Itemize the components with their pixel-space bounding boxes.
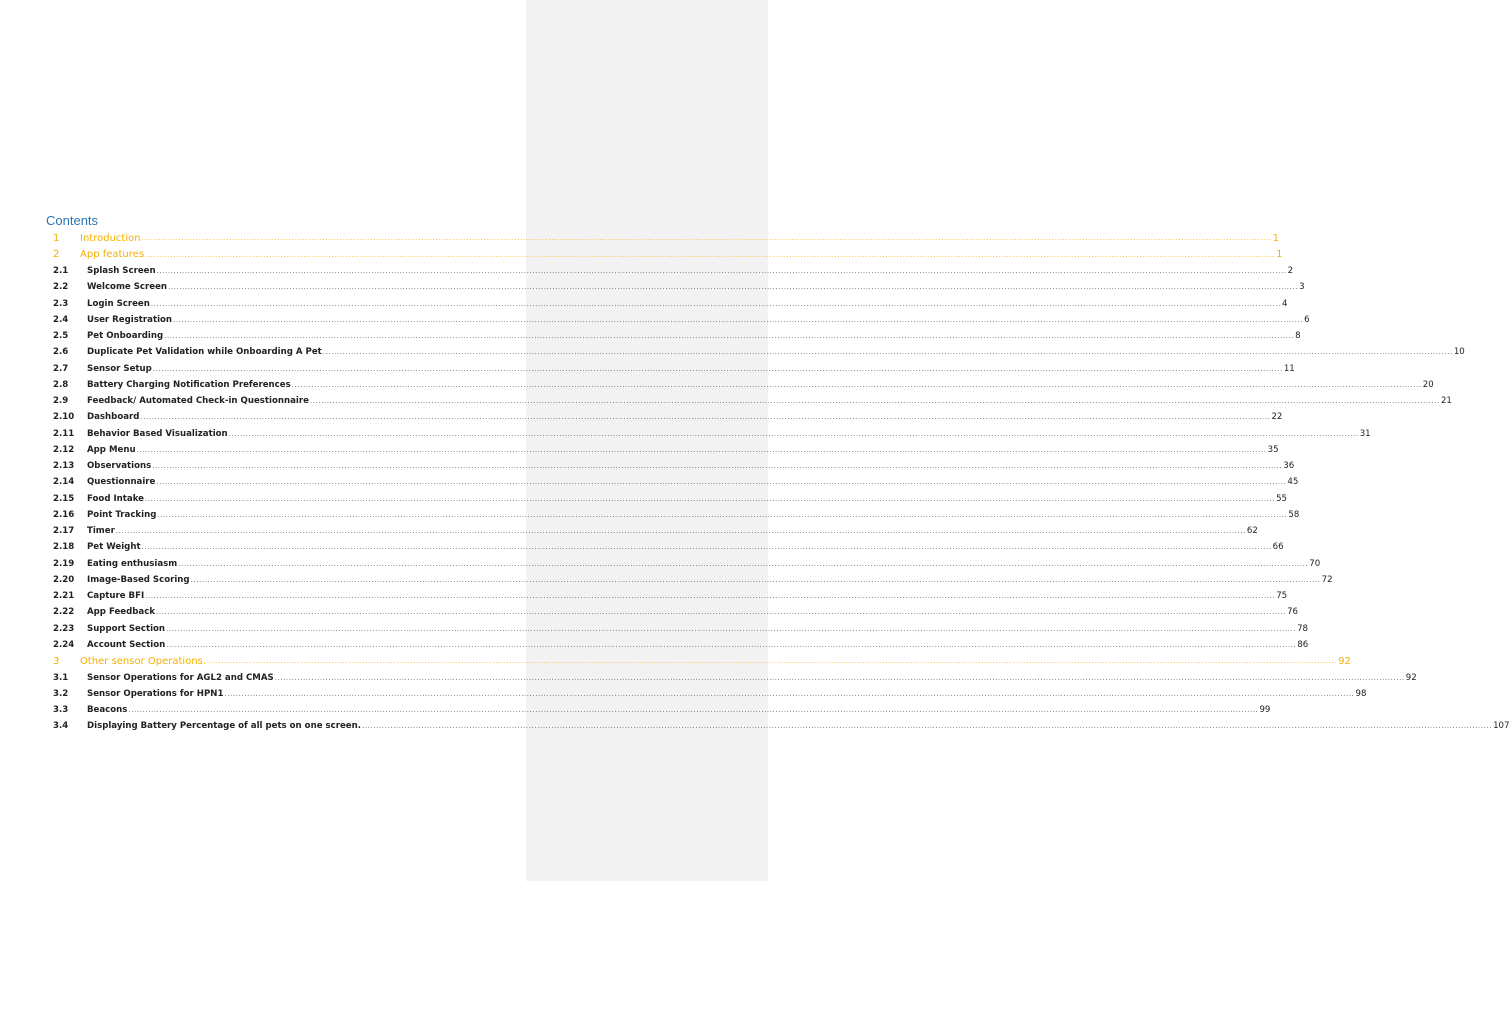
- toc-entry-title[interactable]: Image-Based Scoring: [87, 574, 190, 585]
- toc-entry-title[interactable]: Sensor Operations for AGL2 and CMAS: [87, 672, 274, 683]
- toc-entry-number: 2.1: [53, 266, 69, 277]
- toc-entry[interactable]: [53, 409, 1283, 425]
- toc-dot-leader: ................................................................................................................................................................................................................................................................................................................................................................................................................: [309, 397, 1440, 406]
- toc-entry-title[interactable]: Introduction: [80, 232, 141, 244]
- toc-entry-title[interactable]: User Registration: [87, 314, 173, 325]
- toc-entry-page-number: 72: [1321, 574, 1333, 585]
- toc-entry[interactable]: [53, 426, 1371, 442]
- toc-entry-number: 2.13: [53, 461, 75, 472]
- toc-entry-page-number: 4: [1281, 298, 1288, 309]
- toc-entry[interactable]: [53, 474, 1299, 490]
- toc-dot-leader: ................................................................................................................................................................................................................................................................................................................................................................................................................: [140, 413, 1271, 422]
- toc-dot-leader: ................................................................................................................................................................................................................................................................................................................................................................................................................: [207, 657, 1338, 666]
- toc-dot-leader: ................................................................................................................................................................................................................................................................................................................................................................................................................: [156, 478, 1287, 487]
- toc-dot-leader: ................................................................................................................................................................................................................................................................................................................................................................................................................: [164, 332, 1295, 341]
- toc-entry-title[interactable]: Behavior Based Visualization: [87, 428, 228, 439]
- toc-entry-page-number: 75: [1276, 591, 1288, 602]
- toc-entry-number: 2.10: [53, 412, 75, 423]
- toc-entry[interactable]: [53, 604, 1299, 620]
- toc-dot-leader: ................................................................................................................................................................................................................................................................................................................................................................................................................: [152, 462, 1283, 471]
- toc-entry-number: 3.2: [53, 688, 69, 699]
- toc-dot-leader: ................................................................................................................................................................................................................................................................................................................................................................................................................: [157, 510, 1288, 519]
- toc-entry-number: 2.21: [53, 591, 75, 602]
- toc-entry[interactable]: [53, 556, 1321, 572]
- toc-dot-leader: ................................................................................................................................................................................................................................................................................................................................................................................................................: [178, 559, 1309, 568]
- toc-dot-leader: ................................................................................................................................................................................................................................................................................................................................................................................................................: [224, 689, 1355, 698]
- toc-entry-number: 2.16: [53, 509, 75, 520]
- toc-entry-number: 2.22: [53, 607, 75, 618]
- toc-dot-leader: ................................................................................................................................................................................................................................................................................................................................................................................................................: [166, 640, 1297, 649]
- toc-dot-leader: ................................................................................................................................................................................................................................................................................................................................................................................................................: [150, 299, 1281, 308]
- toc-entry-title[interactable]: Welcome Screen: [87, 282, 168, 293]
- toc-dot-leader: ................................................................................................................................................................................................................................................................................................................................................................................................................: [228, 429, 1359, 438]
- toc-entry-page-number: 22: [1271, 412, 1283, 423]
- toc-entry-number: 2.24: [53, 639, 75, 650]
- toc-entry-number: 2.2: [53, 282, 69, 293]
- toc-entry-title[interactable]: Feedback/ Automated Check-in Questionnaire: [87, 396, 309, 407]
- toc-heading: Contents: [46, 213, 99, 228]
- toc-entry-page-number: 86: [1297, 639, 1309, 650]
- toc-entry-number: 3: [53, 655, 60, 667]
- toc-dot-leader: ................................................................................................................................................................................................................................................................................................................................................................................................................: [291, 380, 1422, 389]
- toc-entry-number: 1: [53, 232, 60, 244]
- toc-entry-page-number: 107: [1493, 721, 1509, 732]
- toc-dot-leader: ................................................................................................................................................................................................................................................................................................................................................................................................................: [145, 250, 1276, 259]
- toc-dot-leader: ................................................................................................................................................................................................................................................................................................................................................................................................................: [362, 722, 1493, 731]
- toc-dot-leader: ................................................................................................................................................................................................................................................................................................................................................................................................................: [166, 624, 1297, 633]
- toc-entry-page-number: 8: [1295, 331, 1301, 342]
- toc-entry[interactable]: [53, 491, 1287, 507]
- toc-entry[interactable]: [53, 458, 1295, 474]
- toc-entry-number: 2.17: [53, 526, 75, 537]
- toc-entry-number: 2.14: [53, 477, 75, 488]
- toc-entry[interactable]: [53, 572, 1333, 588]
- toc-entry-page-number: 55: [1276, 493, 1287, 504]
- toc-entry-title[interactable]: Food Intake: [87, 493, 145, 504]
- toc-entry-title[interactable]: Account Section: [87, 639, 166, 650]
- toc-entry-title[interactable]: Eating enthusiasm: [87, 558, 178, 569]
- toc-entry[interactable]: [53, 247, 1283, 264]
- toc-entry-title[interactable]: Dashboard: [87, 412, 140, 423]
- toc-entry-title[interactable]: Pet Onboarding: [87, 331, 164, 342]
- toc-entry-page-number: 1: [1272, 232, 1279, 244]
- toc-entry[interactable]: [53, 653, 1351, 670]
- toc-entry-number: 2.23: [53, 623, 75, 634]
- toc-entry-title[interactable]: Other sensor Operations.: [80, 655, 207, 667]
- toc-entry[interactable]: [53, 588, 1288, 604]
- toc-entry-page-number: 58: [1288, 509, 1300, 520]
- toc-entry-page-number: 11: [1283, 363, 1295, 374]
- toc-entry[interactable]: [53, 312, 1310, 328]
- toc-entry-number: 2.7: [53, 363, 69, 374]
- toc-entry-page-number: 6: [1304, 314, 1310, 325]
- toc-entry-title[interactable]: Pet Weight: [87, 542, 141, 553]
- toc-entry[interactable]: [53, 393, 1452, 409]
- toc-entry-title[interactable]: Login Screen: [87, 298, 150, 309]
- toc-entry[interactable]: [53, 296, 1288, 312]
- toc-entry-number: 3.3: [53, 705, 69, 716]
- toc-entry[interactable]: [53, 344, 1465, 360]
- toc-entry-page-number: 45: [1287, 477, 1299, 488]
- toc-dot-leader: ................................................................................................................................................................................................................................................................................................................................................................................................................: [136, 445, 1267, 454]
- toc-entry[interactable]: [53, 377, 1434, 393]
- comment-margin-pane: [526, 0, 768, 881]
- toc-entry-number: 2.6: [53, 347, 69, 358]
- toc-entry[interactable]: [53, 539, 1284, 555]
- toc-entry-page-number: 3: [1299, 282, 1305, 293]
- toc-entry-title[interactable]: Observations: [87, 461, 152, 472]
- toc-entry-page-number: 62: [1246, 526, 1258, 537]
- toc-entry-page-number: 78: [1297, 623, 1309, 634]
- toc-entry[interactable]: [53, 507, 1300, 523]
- table-of-contents: [53, 230, 1509, 735]
- toc-entry-title[interactable]: Duplicate Pet Validation while Onboarding A Pet: [87, 347, 322, 358]
- toc-entry[interactable]: [53, 230, 1279, 247]
- toc-dot-leader: ................................................................................................................................................................................................................................................................................................................................................................................................................: [322, 348, 1453, 357]
- toc-entry-number: 3.4: [53, 721, 69, 732]
- toc-entry-title[interactable]: Sensor Operations for HPN1: [87, 688, 224, 699]
- toc-entry-number: 2.15: [53, 493, 75, 504]
- toc-entry-number: 2.9: [53, 396, 69, 407]
- toc-entry-page-number: 21: [1440, 396, 1452, 407]
- toc-dot-leader: ................................................................................................................................................................................................................................................................................................................................................................................................................: [274, 673, 1405, 682]
- toc-entry[interactable]: [53, 637, 1309, 653]
- toc-entry-number: 2: [53, 249, 60, 261]
- toc-entry-number: 2.8: [53, 379, 69, 390]
- toc-entry-title[interactable]: App Menu: [87, 444, 136, 455]
- toc-entry-page-number: 76: [1287, 607, 1299, 618]
- toc-entry-page-number: 10: [1453, 347, 1465, 358]
- toc-dot-leader: ................................................................................................................................................................................................................................................................................................................................................................................................................: [141, 543, 1272, 552]
- toc-entry-number: 2.5: [53, 331, 69, 342]
- toc-entry-page-number: 31: [1359, 428, 1371, 439]
- toc-entry-number: 2.19: [53, 558, 75, 569]
- toc-entry-page-number: 2: [1287, 266, 1294, 277]
- toc-entry-number: 2.11: [53, 428, 75, 439]
- toc-entry[interactable]: [53, 670, 1417, 686]
- toc-entry-number: 2.4: [53, 314, 69, 325]
- toc-entry-number: 2.18: [53, 542, 75, 553]
- toc-entry-page-number: 99: [1259, 705, 1271, 716]
- toc-entry-title[interactable]: Splash Screen: [87, 266, 156, 277]
- toc-entry-title[interactable]: App features: [80, 249, 145, 261]
- toc-entry-title[interactable]: Battery Charging Notification Preferences: [87, 379, 291, 390]
- toc-entry-page-number: 20: [1422, 379, 1434, 390]
- toc-entry[interactable]: [53, 442, 1279, 458]
- toc-dot-leader: ................................................................................................................................................................................................................................................................................................................................................................................................................: [156, 608, 1287, 617]
- toc-entry-title[interactable]: Beacons: [87, 705, 128, 716]
- toc-entry-page-number: 1: [1276, 249, 1283, 261]
- toc-entry[interactable]: [53, 718, 1509, 734]
- toc-entry[interactable]: [53, 279, 1305, 295]
- toc-entry-page-number: 70: [1309, 558, 1321, 569]
- toc-entry-number: 2.3: [53, 298, 69, 309]
- toc-entry-title[interactable]: Displaying Battery Percentage of all pets on one screen.: [87, 721, 362, 732]
- toc-dot-leader: ................................................................................................................................................................................................................................................................................................................................................................................................................: [190, 575, 1321, 584]
- toc-dot-leader: ................................................................................................................................................................................................................................................................................................................................................................................................................: [141, 234, 1272, 243]
- toc-entry-title[interactable]: Support Section: [87, 623, 166, 634]
- toc-entry-page-number: 36: [1283, 461, 1295, 472]
- toc-entry[interactable]: [53, 328, 1301, 344]
- toc-dot-leader: ................................................................................................................................................................................................................................................................................................................................................................................................................: [145, 494, 1276, 503]
- toc-dot-leader: ................................................................................................................................................................................................................................................................................................................................................................................................................: [145, 592, 1276, 601]
- toc-entry[interactable]: [53, 686, 1367, 702]
- toc-entry-number: 3.1: [53, 672, 69, 683]
- toc-entry-title[interactable]: Point Tracking: [87, 509, 157, 520]
- toc-entry-number: 2.12: [53, 444, 75, 455]
- toc-dot-leader: ................................................................................................................................................................................................................................................................................................................................................................................................................: [115, 527, 1246, 536]
- toc-entry-title[interactable]: App Feedback: [87, 607, 156, 618]
- toc-entry-title[interactable]: Questionnaire: [87, 477, 156, 488]
- toc-entry-title[interactable]: Sensor Setup: [87, 363, 152, 374]
- toc-entry[interactable]: [53, 702, 1271, 718]
- toc-entry[interactable]: [53, 263, 1294, 279]
- toc-entry[interactable]: [53, 621, 1309, 637]
- toc-entry[interactable]: [53, 523, 1258, 539]
- toc-entry-title[interactable]: Timer: [87, 526, 115, 537]
- toc-dot-leader: ................................................................................................................................................................................................................................................................................................................................................................................................................: [173, 315, 1304, 324]
- toc-dot-leader: ................................................................................................................................................................................................................................................................................................................................................................................................................: [168, 283, 1299, 292]
- toc-entry-page-number: 92: [1405, 672, 1417, 683]
- toc-entry[interactable]: [53, 361, 1295, 377]
- toc-dot-leader: ................................................................................................................................................................................................................................................................................................................................................................................................................: [128, 706, 1259, 715]
- toc-entry-page-number: 66: [1272, 542, 1284, 553]
- toc-entry-number: 2.20: [53, 574, 75, 585]
- toc-entry-page-number: 35: [1267, 444, 1279, 455]
- toc-entry-page-number: 92: [1338, 655, 1351, 667]
- toc-dot-leader: ................................................................................................................................................................................................................................................................................................................................................................................................................: [152, 364, 1283, 373]
- toc-entry-title[interactable]: Capture BFI: [87, 591, 145, 602]
- toc-dot-leader: ................................................................................................................................................................................................................................................................................................................................................................................................................: [156, 267, 1287, 276]
- toc-entry-page-number: 98: [1355, 688, 1367, 699]
